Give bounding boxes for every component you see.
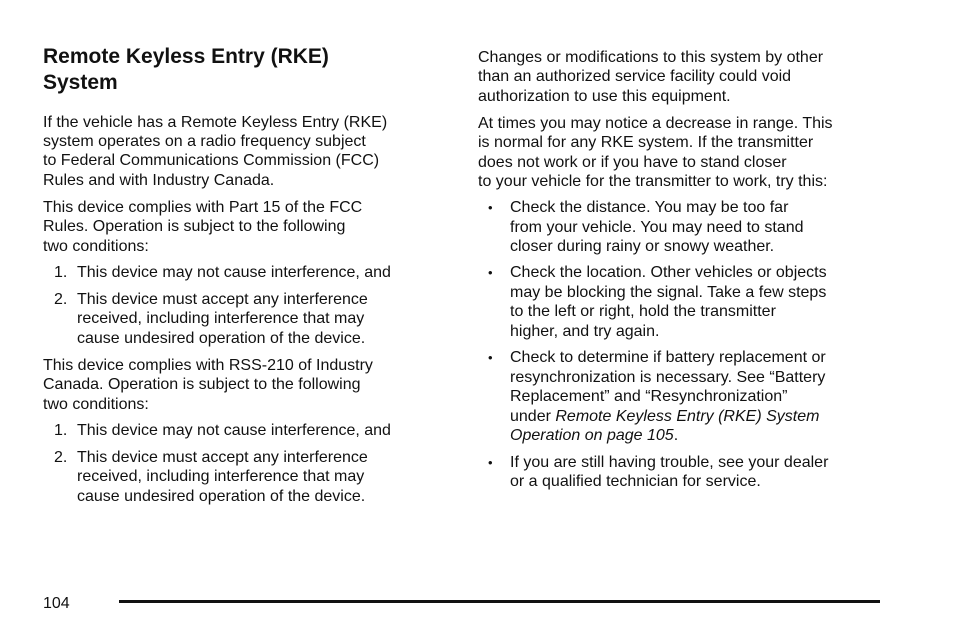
bullet-item-line: to the left or right, hold the transmitter xyxy=(510,303,776,320)
list-number: 2. xyxy=(54,291,68,308)
bullet-item-line xyxy=(510,407,819,427)
list-item-line: This device may not cause interference, and xyxy=(77,422,391,439)
bullet-item-line: may be blocking the signal. Take a few steps xyxy=(510,284,827,301)
paragraph-line: to Federal Communications Commission (FCC) xyxy=(43,152,380,169)
ref-suffix: . xyxy=(673,427,679,444)
paragraph-line: system operates on a radio frequency subject xyxy=(43,133,366,150)
list-item-line: cause undesired operation of the device. xyxy=(77,488,366,505)
heading-line-1: Remote Keyless Entry (RKE) xyxy=(43,45,329,68)
bullet-item-line: closer during rainy or snowy weather. xyxy=(510,238,775,255)
paragraph-line: This device complies with Part 15 of the FCC xyxy=(43,199,363,216)
bullet-item-line: resynchronization is necessary. See “Battery xyxy=(510,369,826,386)
ref-prefix: under xyxy=(510,408,556,425)
paragraph-line: If the vehicle has a Remote Keyless Entry (RKE) xyxy=(43,114,388,131)
page-number: 104 xyxy=(43,595,70,612)
paragraph-line: is normal for any RKE system. If the transmitter xyxy=(478,134,814,151)
paragraph-line: two conditions: xyxy=(43,238,149,255)
paragraph-line: Changes or modifications to this system by other xyxy=(478,49,824,66)
paragraph-line: Rules. Operation is subject to the following xyxy=(43,218,346,235)
list-item-line: received, including interference that may xyxy=(77,468,365,485)
bullet-icon: • xyxy=(488,265,493,280)
list-item-line: This device may not cause interference, and xyxy=(77,264,391,281)
bullet-item-line: higher, and try again. xyxy=(510,323,660,340)
paragraph-line: than an authorized service facility could void xyxy=(478,68,792,85)
list-item-line: This device must accept any interference xyxy=(77,291,368,308)
bullet-item-line: Replacement” and “Resynchronization” xyxy=(510,388,788,405)
bullet-item-line xyxy=(510,426,678,446)
paragraph-line: At times you may notice a decrease in range. This xyxy=(478,115,833,132)
bullet-item-line: from your vehicle. You may need to stand xyxy=(510,219,804,236)
list-number: 1. xyxy=(54,264,68,281)
cross-reference-link: Remote Keyless Entry (RKE) System xyxy=(555,408,820,425)
heading-line-2: System xyxy=(43,71,118,94)
bullet-icon: • xyxy=(488,200,493,215)
paragraph-line: does not work or if you have to stand closer xyxy=(478,154,787,171)
paragraph-line: authorization to use this equipment. xyxy=(478,88,731,105)
paragraph-line: Rules and with Industry Canada. xyxy=(43,172,275,189)
cross-reference-page: Operation on page 105 xyxy=(510,427,674,444)
bullet-icon: • xyxy=(488,455,493,470)
paragraph-line: This device complies with RSS-210 of Industry xyxy=(43,357,373,374)
bullet-item-line: or a qualified technician for service. xyxy=(510,473,761,490)
list-item-line: received, including interference that may xyxy=(77,310,365,327)
bullet-icon: • xyxy=(488,350,493,365)
bullet-item-line: Check the distance. You may be too far xyxy=(510,199,789,216)
list-number: 2. xyxy=(54,449,68,466)
bullet-item-line: If you are still having trouble, see your dealer xyxy=(510,454,829,471)
paragraph-line: Canada. Operation is subject to the following xyxy=(43,376,361,393)
list-number: 1. xyxy=(54,422,68,439)
section-heading xyxy=(43,44,423,96)
paragraph-line: two conditions: xyxy=(43,396,149,413)
list-item-line: This device must accept any interference xyxy=(77,449,368,466)
paragraph-line: to your vehicle for the transmitter to work, try this: xyxy=(478,173,828,190)
bullet-item-line: Check to determine if battery replacement or xyxy=(510,349,826,366)
footer-rule xyxy=(119,600,880,603)
list-item-line: cause undesired operation of the device. xyxy=(77,330,366,347)
bullet-item-line: Check the location. Other vehicles or objects xyxy=(510,264,827,281)
